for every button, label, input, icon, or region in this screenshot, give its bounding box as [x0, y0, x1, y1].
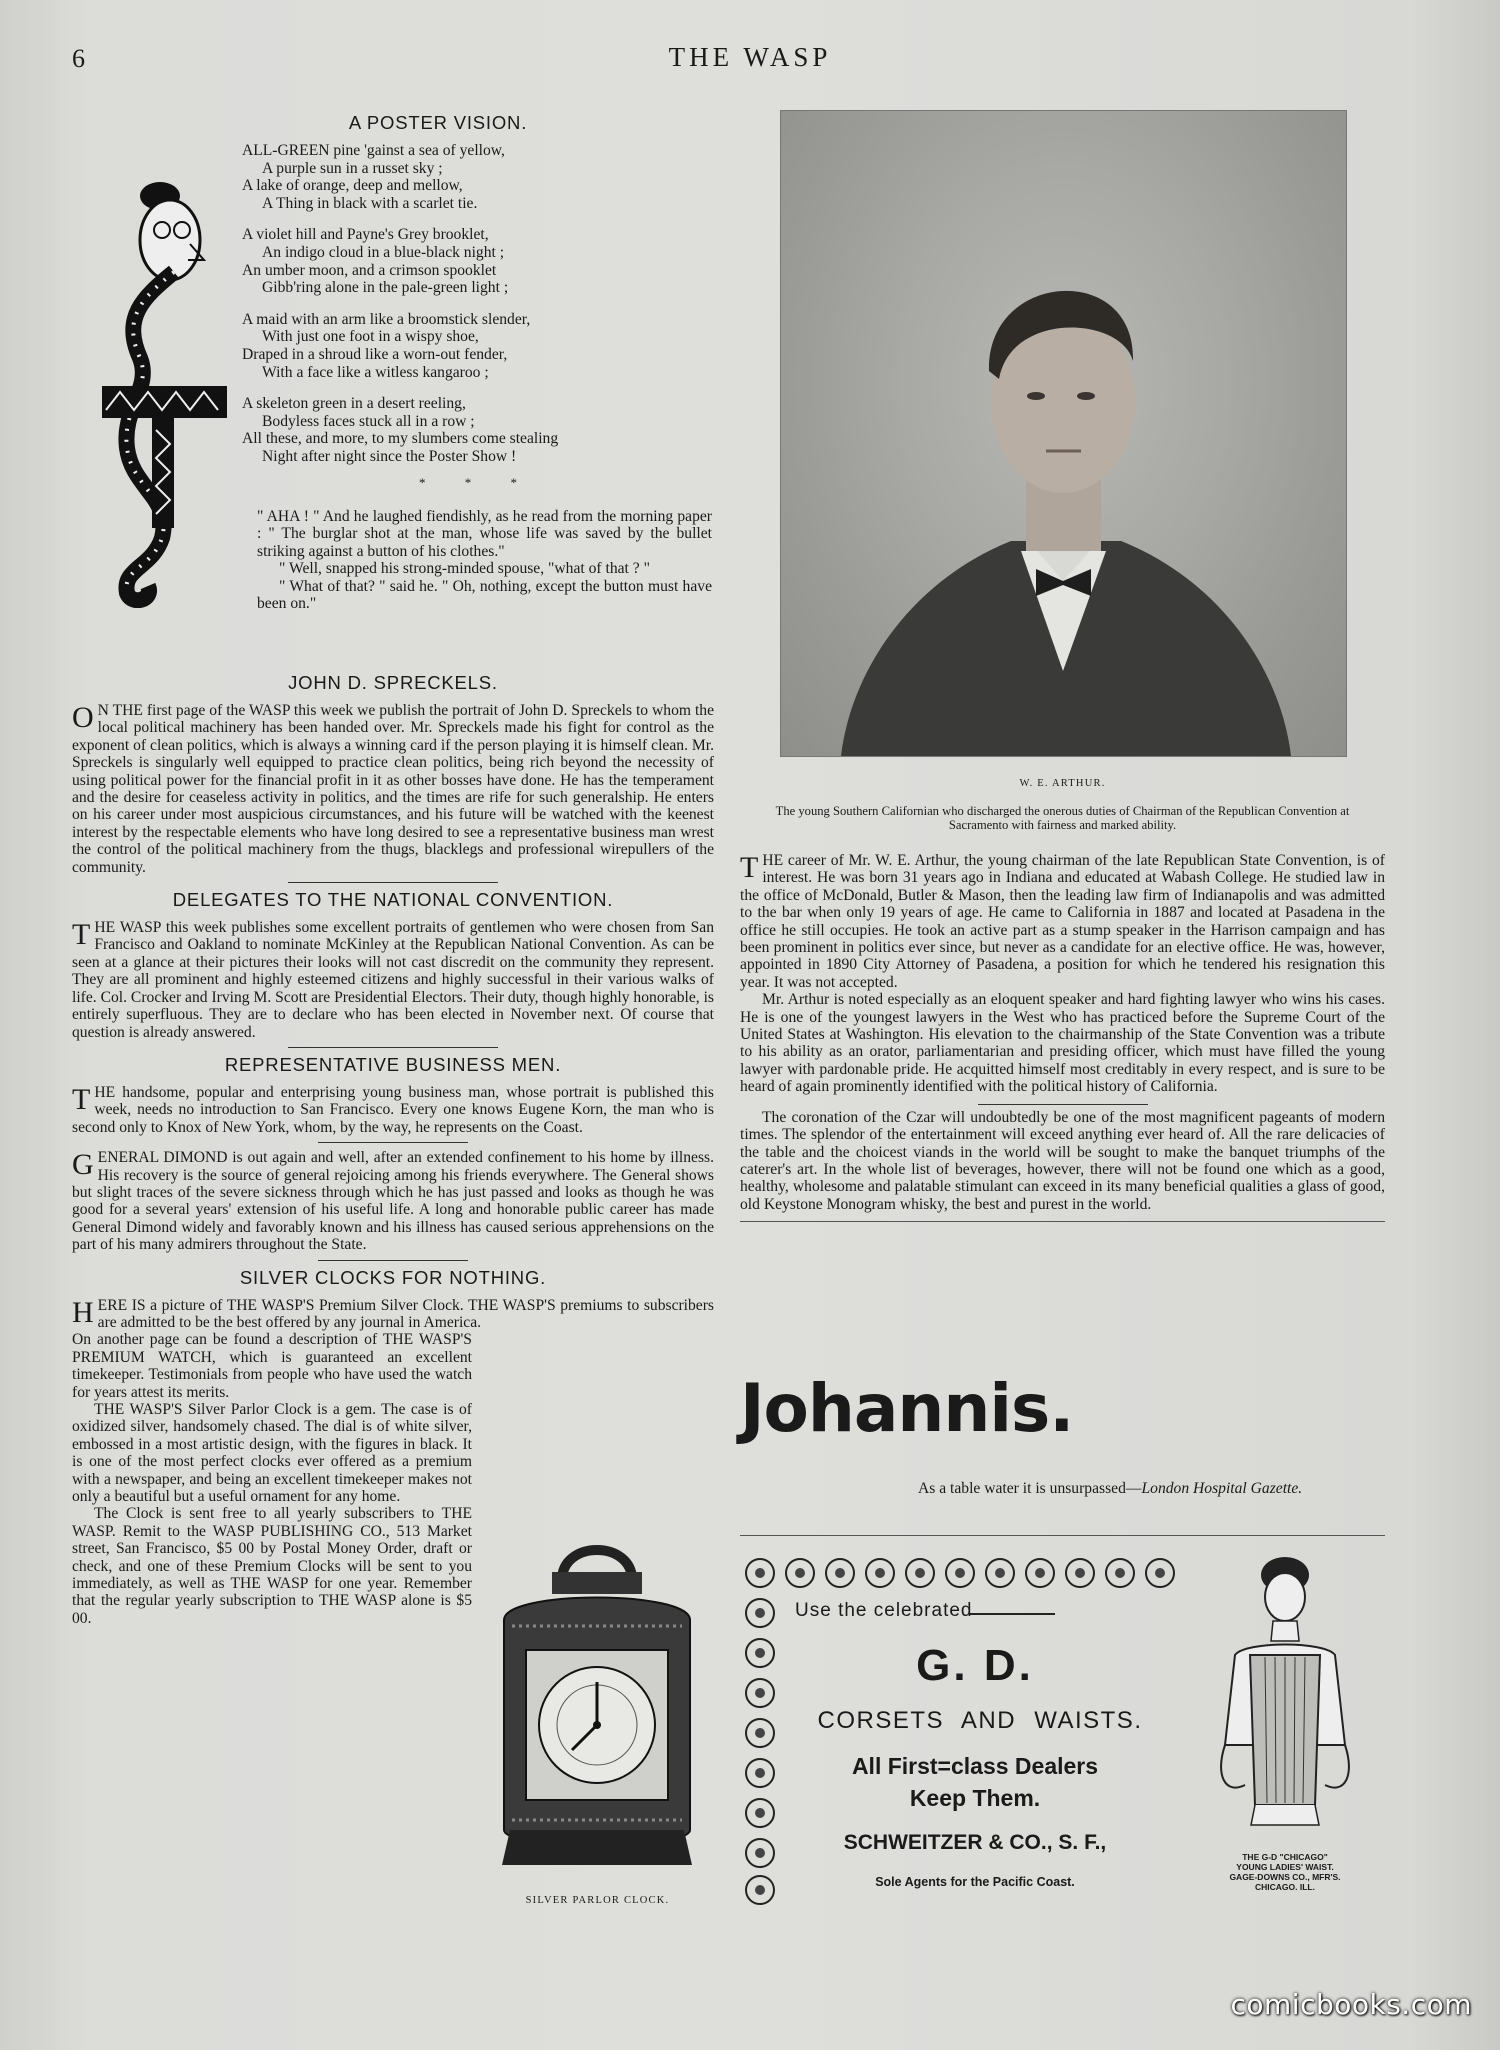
ad-product: CORSETS AND WAISTS. [817, 1707, 1143, 1734]
poster-caricature-illustration [82, 148, 232, 608]
poem-line: All these, and more, to my slumbers come stealing [242, 430, 559, 448]
poem-stanza [242, 311, 712, 381]
delegates-article: THE WASP this week publishes some excellent portraits of gentlemen who were chosen from San Francisco and Oakland to nominate McKinley at the Republican National Convention. As can be seen at a glance at their pictures their looks will not cast discredit on the community they represent. They are all prominent and highly esteemed citizens and highly successful in their various walks of life. Col. Crocker and Irving M. Scott are Presidential Electors. Their duty, though highly honorable, is entirely superfluous. They are to declare who has been elected in November next. Of course that question is already answered. [72, 918, 714, 1041]
ad-divider [740, 1221, 1385, 1222]
poem-line: Gibb'ring alone in the pale-green light ; [262, 279, 509, 297]
poem-line: A purple sun in a russet sky ; [262, 159, 443, 177]
business-men-title: REPRESENTATIVE BUSINESS MEN. [224, 1053, 562, 1075]
poem-line: A skeleton green in a desert reeling, [242, 395, 466, 413]
figure-caption-line: GAGE-DOWNS CO., MFR'S. [1229, 1872, 1341, 1882]
silver-clocks-title: SILVER CLOCKS FOR NOTHING. [239, 1266, 547, 1288]
poem-line: Draped in a shroud like a worn-out fender, [242, 345, 508, 363]
poem-line: A Thing in black with a scarlet tie. [262, 194, 478, 212]
anecdote-paragraph: " Well, snapped his strong-minded spouse, "what of that ? " [279, 560, 650, 578]
arthur-paragraph: THE career of Mr. W. E. Arthur, the young chairman of the late Republican State Convention, is of interest. He was born 31 years ago in Indiana and educated at Wabash College. He studied law in the office of McDonald, Butler & Mason, then the leading law firm of Indianapolis and was admitted to the bar when only 19 years of age. He came to California in 1887 and located at Pasadena in the office he still occupies. He took an active part as a stump speaker in the Harrison campaign and has been prominent in politics ever since, but never as a candidate for an elective office. He was, however, appointed in 1890 City Attorney of Pasadena, a position for which he tendered his resignation this year. It was not accepted. [740, 851, 1385, 991]
watermark-link[interactable]: comicbooks.com [1230, 1988, 1472, 2021]
anecdote-paragraph: " AHA ! " And he laughed fiendishly, as he read from the morning paper : " The burglar shot at the man, whose life was saved by the bullet striking against a button of his clothes." [257, 508, 712, 560]
poem-line: With a face like a witless kangaroo ; [262, 363, 489, 381]
figure-caption-line: CHICAGO. ILL. [1255, 1882, 1315, 1892]
ad-divider [740, 1535, 1385, 1536]
silver-clocks-narrow-text [72, 1331, 472, 1627]
silver-clocks-lead: HERE IS a picture of THE WASP'S Premium Silver Clock. THE WASP'S premiums to subscribers are admitted to be the best offered by any journal in America. [72, 1295, 714, 1331]
johannis-tagline-source: London Hospital Gazette. [1141, 1480, 1303, 1497]
poem-line: ALL-GREEN pine 'gainst a sea of yellow, [242, 142, 505, 159]
section-asterisks: * * * [419, 474, 535, 490]
section-divider [318, 1142, 468, 1143]
silver-clocks-paragraph: THE WASP'S Silver Parlor Clock is a gem. The case is of oxidized silver, handsomely chased. The dial is of white silver, embossed in a most artistic design, with the figures in black. It is one of the most perfect clocks ever offered as a premium with a newspaper, and being an excellent timekeeper makes not only a beautiful but a useful ornament for any home. [72, 1401, 472, 1506]
ad-dealers-line-2: Keep Them. [909, 1785, 1041, 1811]
arthur-paragraph: Mr. Arthur is noted especially as an eloquent speaker and hard fighting lawyer who wins his cases. He is one of the youngest lawyers in the West who has practiced before the Supreme Court of the United States at Washington. His elevation to the chairmanship of the State Convention was a tribute to his ability as an orator, parliamentarian and presiding officer, which must have filled the young lawyer with pardonable pride. He acquitted himself most creditably in every respect, and is sure to be heard of again prominently identified with the political history of California. [740, 991, 1385, 1096]
poem-line: A lake of orange, deep and mellow, [242, 177, 463, 195]
figure-caption-block [1195, 1852, 1375, 1892]
anecdote-paragraph: " What of that? " said he. " Oh, nothing, except the button must have been on." [257, 577, 712, 613]
czar-article: The coronation of the Czar will undoubtedly be one of the most magnificent pageants of modern times. The splendor of the entertainment will exceed anything ever heard of. All the rare delicacies of the table and the choicest viands in the world will be sought to make the banquet triumphs of the caterer's art. In the whole list of beverages, however, there will not be found one which as a good, healthy, wholesome and palatable stimulant can exceed in its many beneficial qualities a glass of good, old Keystone Monogram whisky, the best and purest in the world. [740, 1108, 1385, 1213]
delegates-title: DELEGATES TO THE NATIONAL CONVENTION. [172, 889, 614, 911]
poem-line: Night after night since the Poster Show ! [262, 447, 517, 465]
clock-caption: SILVER PARLOR CLOCK. [525, 1895, 670, 1906]
ad-dealers-line-1: All First=class Dealers [851, 1753, 1099, 1779]
poem-stanza [242, 395, 712, 465]
dimond-article: GENERAL DIMOND is out again and well, after an extended confinement to his home by illness. His recovery is the source of general rejoicing among his friends everywhere. The General shows but slight traces of the severe sickness through which he has just passed and looks as though he was good for a several years' extension of his useful life. A long and honorable public career has made General Dimond widely and favorably known and his illness has caused serious apprehensions on the part of his many admirers throughout the State. [72, 1148, 714, 1254]
poem-line: With just one foot in a wispy shoe, [262, 328, 479, 346]
poem-line: A maid with an arm like a broomstick slender, [242, 310, 531, 328]
johannis-ad-brand: Johannis. [740, 1370, 1074, 1447]
figure-caption-line: YOUNG LADIES' WAIST. [1236, 1862, 1334, 1872]
ad-use-line: Use the celebrated [795, 1600, 973, 1621]
poem-line: Bodyless faces stuck all in a row ; [262, 412, 475, 430]
section-divider [288, 882, 498, 883]
right-column [740, 852, 1385, 1222]
page-number: 6 [72, 44, 85, 73]
portrait-name-caption: W. E. ARTHUR. [1019, 778, 1106, 789]
johannis-tagline-text: As a table water it is unsurpassed— [918, 1480, 1142, 1497]
poem-stanza [242, 226, 712, 296]
poster-vision-section [72, 108, 714, 668]
figure-caption-line: THE G-D "CHICAGO" [1242, 1852, 1328, 1862]
ad-agents: Sole Agents for the Pacific Coast. [875, 1875, 1075, 1889]
johannis-ad-tagline [918, 1480, 1383, 1497]
portrait-figure [781, 111, 1346, 756]
running-head: THE WASP [668, 42, 832, 72]
portrait-description-caption: The young Southern Californian who discharged the onerous duties of Chairman of the Republican Convention at Sacramento with fairness and marked ability. [775, 804, 1350, 832]
corset-advertisement [740, 1545, 1385, 1915]
silver-clocks-paragraph: On another page can be found a description of THE WASP'S PREMIUM WATCH, which is guaranteed an excellent timekeeper. Testimonials from people who have used the watch for years attest its merits. [72, 1331, 472, 1401]
poem-line: A violet hill and Payne's Grey brooklet, [242, 226, 489, 244]
ad-company: SCHWEITZER & CO., S. F., [843, 1831, 1107, 1854]
business-men-article: THE handsome, popular and enterprising young business man, whose portrait is published this week, needs no introduction to San Francisco. Every one knows Eugene Korn, the man who is second only to Knox of New York, whom, by the way, he represents on the Coast. [72, 1082, 714, 1136]
portrait-photograph [780, 110, 1347, 757]
section-divider [288, 1047, 498, 1048]
silver-clocks-paragraph: The Clock is sent free to all yearly subscribers to THE WASP. Remit to the WASP PUBLISHING CO., 513 Market street, San Francisco, $5 00 by Postal Money Order, draft or check, and one of these Premium Clocks will be sent to you immediately, as well as THE WASP for one year. Remember that the regular yearly subscription to THE WASP alone is $5 00. [72, 1505, 472, 1627]
corset-figure-illustration [1195, 1545, 1375, 1845]
silver-parlor-clock-illustration [492, 1530, 702, 1885]
poster-vision-title: A POSTER VISION. [348, 112, 528, 133]
section-divider [318, 1260, 468, 1261]
poem-line: An umber moon, and a crimson spooklet [242, 261, 497, 279]
poem-line: An indigo cloud in a blue-black night ; [262, 243, 505, 261]
spreckels-title: JOHN D. SPRECKELS. [288, 672, 498, 693]
poster-vision-poem [242, 142, 712, 497]
spreckels-article: ON THE first page of the WASP this week we publish the portrait of John D. Spreckels to whom the local political machinery has been handed over. Mr. Spreckels made his fight for control as the exponent of clean politics, which is always a winning card if the person playing it is himself clean. Mr. Spreckels is singularly well equipped to practice clean politics, being rich beyond the necessity of using political power for the financial profit in it as other bosses have done. He has the temperament and the desire for ceaseless activity in politics, and the times are rife for such generalship. He enters on his career under most auspicious circumstances, and his future will be watched with the keenest interest by the respectable elements who have long desired to see a representative business man wrest the control of the political machinery from the thugs, blacklegs and professional wirepullers of the community. [72, 701, 714, 876]
anecdote-block [257, 508, 712, 612]
poem-stanza [242, 142, 712, 212]
section-divider [978, 1104, 1148, 1105]
left-column [72, 668, 714, 1627]
ad-use-line-rule [970, 1613, 1055, 1615]
ad-brand: G. D. [916, 1641, 1034, 1690]
